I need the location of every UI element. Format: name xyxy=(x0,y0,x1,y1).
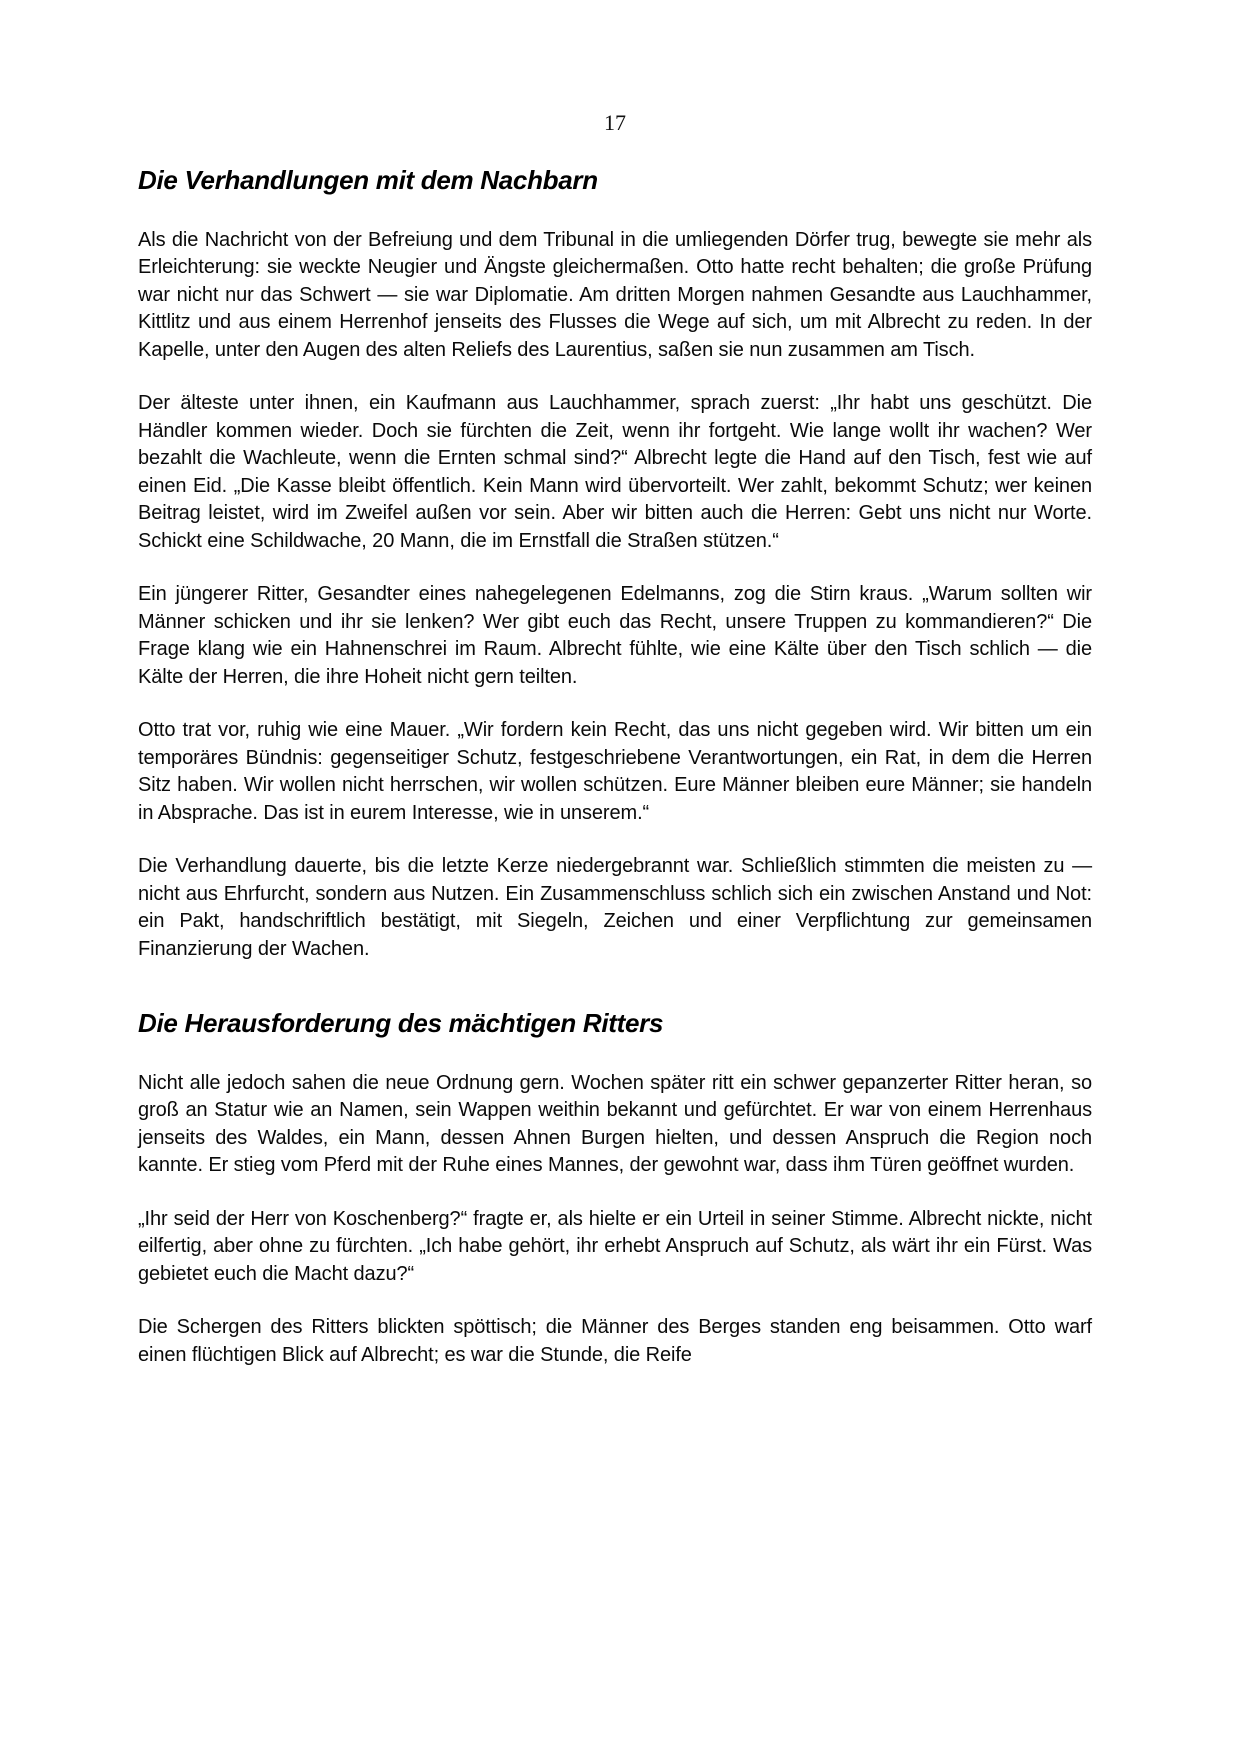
paragraph-news-spreads: Als die Nachricht von der Befreiung und dem Tribunal in die umliegenden Dörfer trug, bewegte sie mehr als Erleichterung: sie weckte Neugier und Ängste gleichermaßen. Otto hatte recht behalten; die große Prüfung war nicht nur das Schwert — sie war Diplomatie. Am dritten Morgen nahmen Gesandte aus Lauchhammer, Kittlitz und aus einem Herrenhof jenseits des Flusses die Wege auf sich, um mit Albrecht zu reden. In der Kapelle, unter den Augen des alten Reliefs des Laurentius, saßen sie nun zusammen am Tisch. xyxy=(138,228,1092,361)
page-number: 17 xyxy=(604,110,626,135)
paragraph-negotiation-outcome: Die Verhandlung dauerte, bis die letzte Kerze niedergebrannt war. Schließlich stimmten die meisten zu — nicht aus Ehrfurcht, sondern aus Nutzen. Ein Zusammenschluss schlich sich ein zwischen Anstand und Not: ein Pakt, handschriftlich bestätigt, mit Siegeln, Zeichen und einer Verpflichtung zur gemeinsamen Finanzierung der Wachen. xyxy=(138,855,1092,960)
paragraph-young-knight-objects: Ein jüngerer Ritter, Gesandter eines nahegelegenen Edelmanns, zog die Stirn kraus. „Warum sollten wir Männer schicken und ihr sie lenken? Wer gibt euch das Recht, unsere Truppen zu kommandieren?“ Die Frage klang wie ein Hahnenschrei im Raum. Albrecht fühlte, wie eine Kälte über den Tisch schlich — die Kälte der Herren, die ihre Hoheit nicht gern teilten. xyxy=(138,583,1092,688)
paragraph-merchant-speaks: Der älteste unter ihnen, ein Kaufmann aus Lauchhammer, sprach zuerst: „Ihr habt uns geschützt. Die Händler kommen wieder. Doch sie fürchten die Zeit, wenn ihr fortgeht. Wie lange wollt ihr wachen? Wer bezahlt die Wachleute, wenn die Ernten schmal sind?“ Albrecht legte die Hand auf den Tisch, fest wie auf einen Eid. „Die Kasse bleibt öffentlich. Kein Mann wird übervorteilt. Wer zahlt, bekommt Schutz; wer keinen Beitrag leistet, wird im Zweifel außen vor sein. Aber wir bitten auch die Herren: Gebt uns nicht nur Worte. Schickt eine Schildwache, 20 Mann, die im Ernstfall die Straßen stützen.“ xyxy=(138,392,1092,552)
paragraph-otto-proposal: Otto trat vor, ruhig wie eine Mauer. „Wir fordern kein Recht, das uns nicht gegeben wird. Wir bitten um ein temporäres Bündnis: gegenseitiger Schutz, festgeschriebene Verantwortungen, ein Rat, in dem die Herren Sitz haben. Wir wollen nicht herrschen, wir wollen schützen. Eure Männer bleiben eure Männer; sie handeln in Absprache. Das ist in eurem Interesse, wie in unserem.“ xyxy=(138,719,1092,824)
section-negotiations xyxy=(138,166,1092,963)
section-challenge xyxy=(138,1009,1092,1369)
paragraph-henchmen-mock: Die Schergen des Ritters blickten spöttisch; die Männer des Berges standen eng beisammen. Otto warf einen flüchtigen Blick auf Albrecht; es war die Stunde, die Reife xyxy=(138,1316,1092,1366)
section-heading-negotiations: Die Verhandlungen mit dem Nachbarn xyxy=(138,165,598,195)
paragraph-knight-question: „Ihr seid der Herr von Koschenberg?“ fragte er, als hielte er ein Urteil in seiner Stimme. Albrecht nickte, nicht eilfertig, aber ohne zu fürchten. „Ich habe gehört, ihr erhebt Anspruch auf Schutz, als wärt ihr ein Fürst. Was gebietet euch die Macht dazu?“ xyxy=(138,1207,1092,1285)
section-heading-challenge: Die Herausforderung des mächtigen Ritters xyxy=(138,1008,664,1039)
paragraph-knight-arrives: Nicht alle jedoch sahen die neue Ordnung gern. Wochen später ritt ein schwer gepanzerter Ritter heran, so groß an Statur wie an Namen, sein Wappen weithin bekannt und gefürchtet. Er war von einem Herrenhaus jenseits des Waldes, ein Mann, dessen Ahnen Burgen hielten, und dessen Anspruch die Region noch kannte. Er stieg vom Pferd mit der Ruhe eines Mannes, der gewohnt war, dass ihm Türen geöffnet wurden. xyxy=(138,1071,1092,1177)
